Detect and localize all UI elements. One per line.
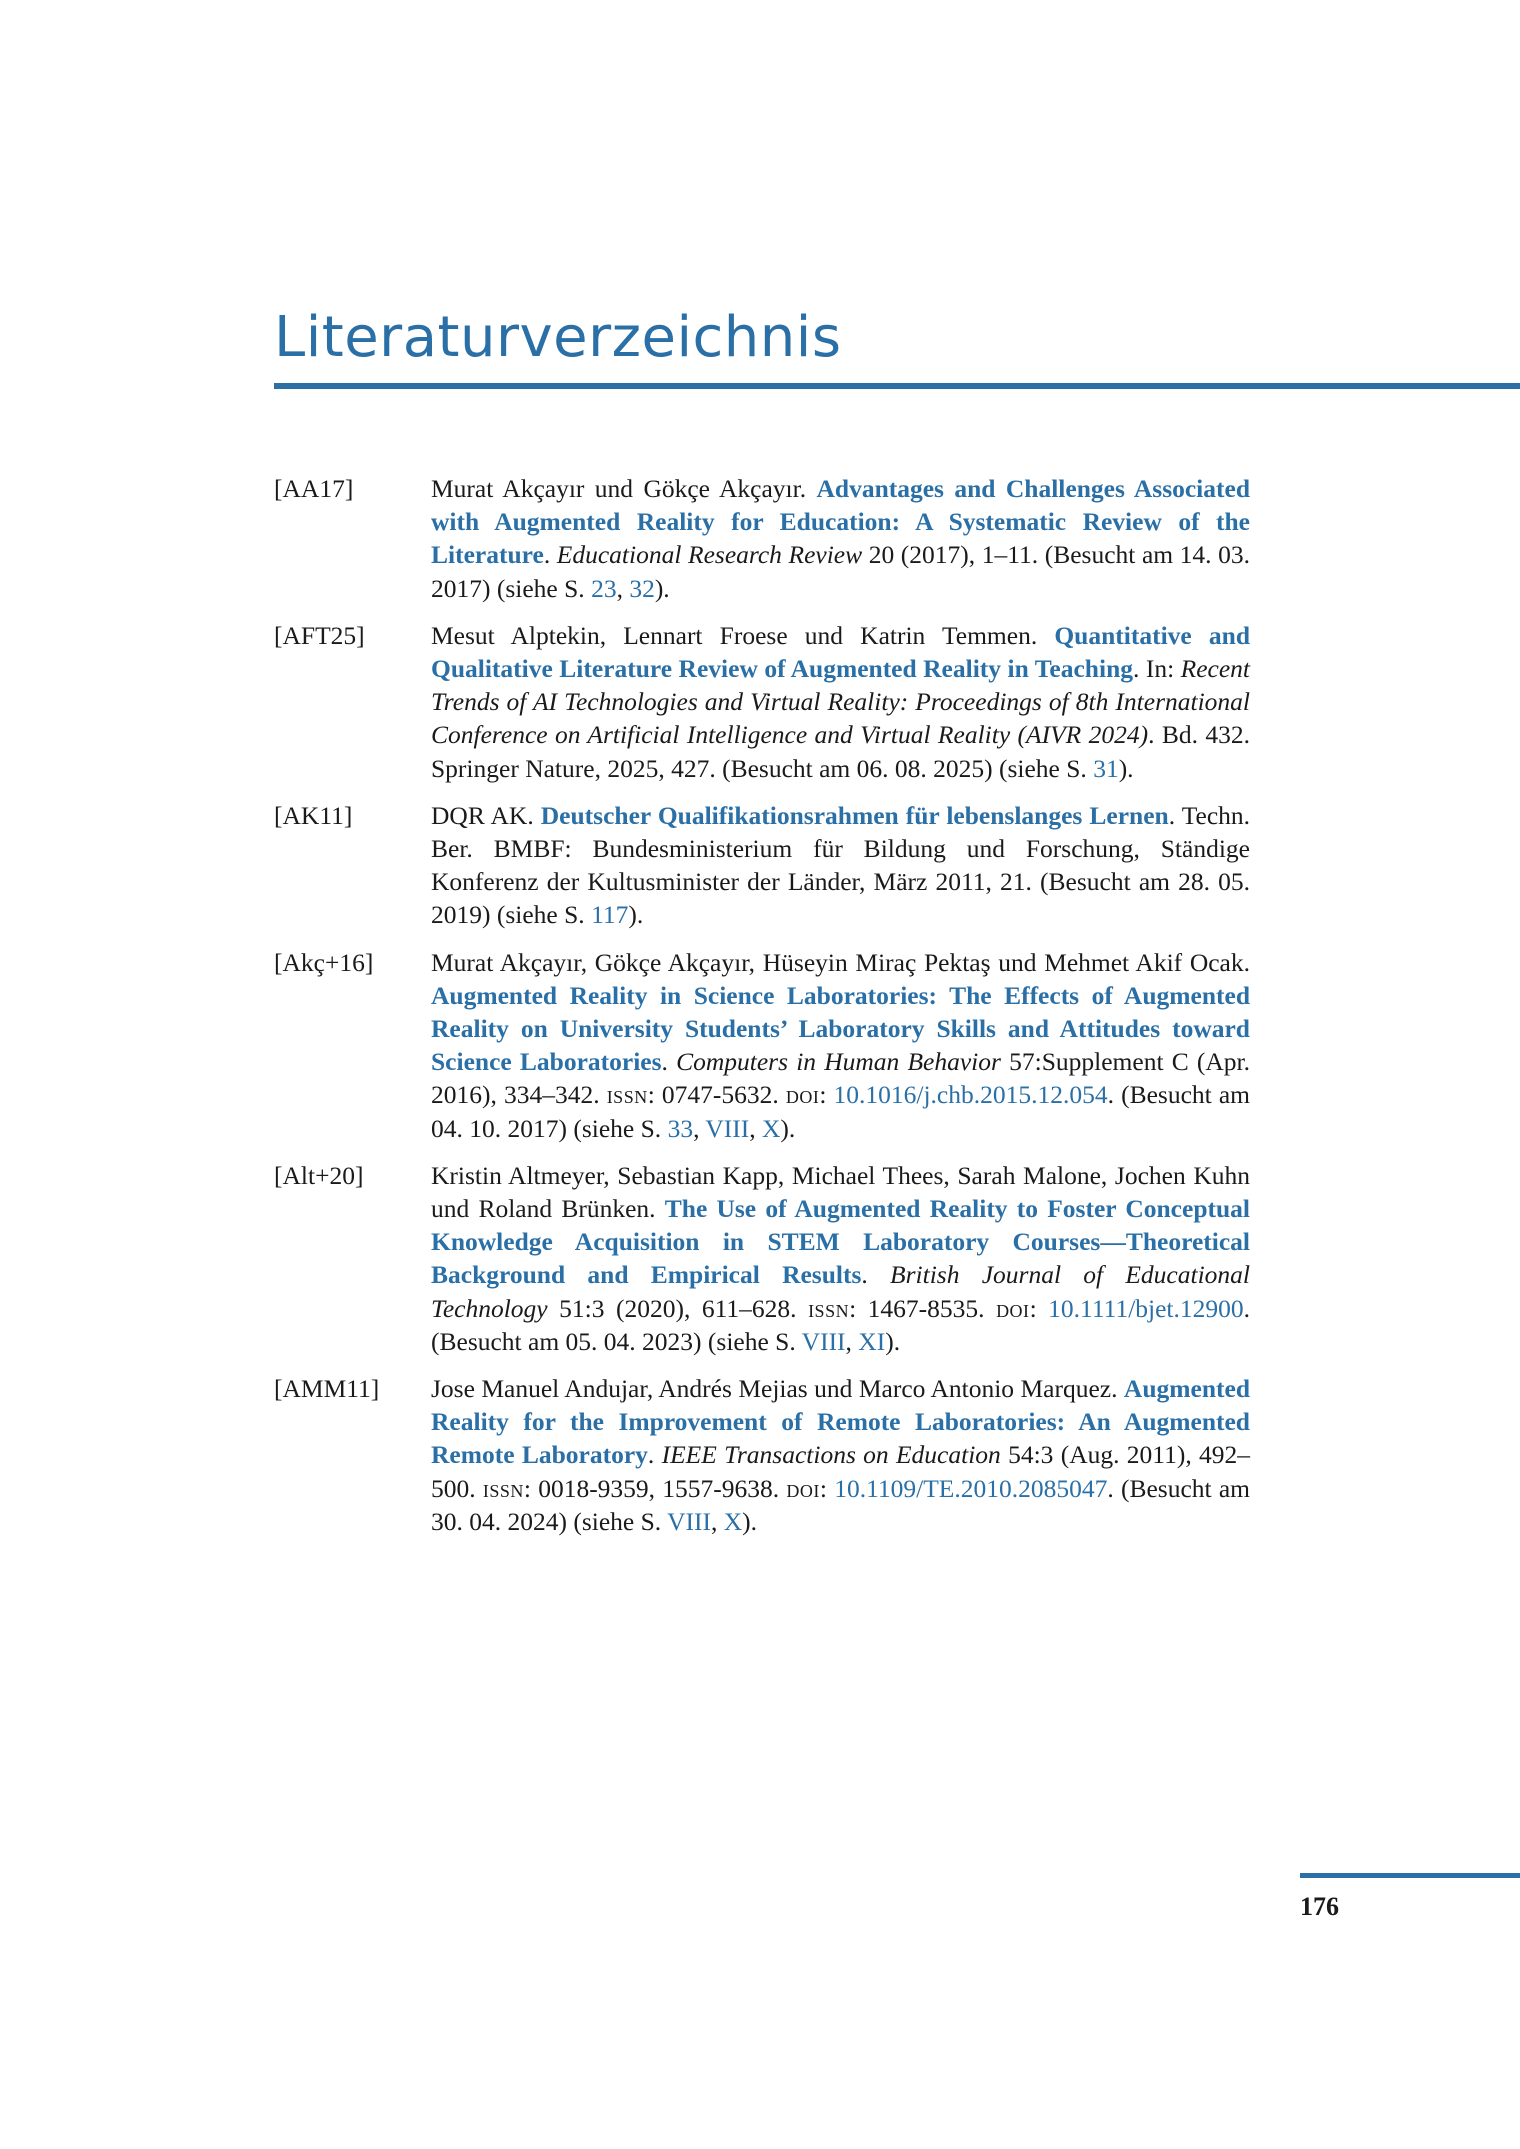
page-ref-link[interactable]: VIII: [801, 1326, 846, 1356]
entry-authors: Kristin Altmeyer, Sebastian Kapp, Michael Thees, Sarah Malone, Jochen Kuhn und Roland Brünken.: [431, 1160, 1250, 1224]
citation-key: [AK11]: [274, 800, 353, 830]
entry-details: 20 (2017), 1–11. (Besucht am 14. 03. 2017) (siehe S.: [431, 540, 1250, 603]
entry-text: Kristin Altmeyer, Sebastian Kapp, Michael Thees, Sarah Malone, Jochen Kuhn und Roland Brünken. The Use of Augmented Reality to Foster Conceptual Knowledge Acquisition in STEM Laboratory Courses—Theoretical Background and Empirical Results. British Journal of Educational Technology 51:3 (2020), 611–628. issn: 1467-8535. doi: 10.1111​/bjet.12900. (Besucht am 05. 04. 2023) (siehe S. VIII, XI).: [431, 1160, 1251, 1356]
entry-issn: 1467-8535.: [867, 1293, 985, 1323]
entry-title-link[interactable]: Augmented Reality for the Improvement of Remote Laboratories: An Augmented Remote Laboratory: [431, 1374, 1251, 1470]
entry-volume: 54:3 (Aug. 2011), 492–500.: [431, 1440, 1250, 1503]
page-ref-link[interactable]: XI: [858, 1326, 886, 1356]
entry-issn: 0018-9359, 1557-9638.: [538, 1473, 780, 1503]
doi-label: doi: [785, 1080, 820, 1110]
bib-entry: [274, 1372, 1250, 1538]
page-ref-link[interactable]: 32: [629, 573, 655, 603]
bibliography-list: [274, 472, 1250, 1552]
page-ref-link[interactable]: X: [762, 1113, 781, 1143]
entry-text: DQR AK. Deutscher Qualifikationsrahmen für lebenslanges Lernen. Techn. Ber. BMBF: Bundesministerium für Bildung und Forschung, Ständige Konferenz der Kultusminister der Länder, März 2011, 21. (Besucht am 28. 05. 2019) (siehe S. 117).: [431, 800, 1251, 930]
issn-label: issn: [808, 1293, 850, 1323]
entry-text: Mesut Alptekin, Lennart Froese und Katrin Temmen. Quantitative and Qualitative Literature Review of Augmented Reality in Teaching. In: Recent Trends of AI Technologies and Virtual Reality: Proceedings of 8th International Conference on Artificial Intelligence and Virtual Reality (AIVR 2024). Bd. 432. Springer Nature, 2025, 427. (Besucht am 06. 08. 2025) (siehe S. 31).: [431, 620, 1251, 783]
citation-key: [AFT25]: [274, 620, 365, 650]
page-ref-link[interactable]: 31: [1093, 753, 1119, 783]
entry-visited: (Besucht am 04. 10. 2017) (siehe S.: [431, 1080, 1250, 1143]
entry-text: Jose Manuel Andujar, Andrés Mejias und Marco Antonio Marquez. Augmented Reality for the Improvement of Remote Laboratories: An Augmented Remote Laboratory. IEEE Transactions on Education 54:3 (Aug. 2011), 492–500. issn: 0018-9359, 1557-9638. doi: 10.1109/TE.2010.20​85047. (Besucht am 30. 04. 2024) (siehe S. VIII, X).: [431, 1374, 1251, 1536]
entry-visited: (Besucht am 30. 04. 2024) (siehe S.: [431, 1473, 1251, 1536]
page-ref-link[interactable]: X: [723, 1506, 743, 1536]
entry-text: Murat Akçayır und Gökçe Akçayır. Advantages and Challenges Associated with Augmented Reality for Education: A Systematic Review of the Literature. Educational Research Review 20 (2017), 1–11. (Besucht am 14. 03. 2017) (siehe S. 23, 32).: [431, 474, 1251, 603]
entry-authors: Murat Akçayır, Gökçe Akçayır, Hüseyin Miraç Pektaş und Mehmet Akif Ocak.: [431, 947, 1250, 977]
citation-key: [AMM11]: [274, 1374, 380, 1404]
entry-text: Murat Akçayır, Gökçe Akçayır, Hüseyin Miraç Pektaş und Mehmet Akif Ocak. Augmented Reality in Science Laboratories: The Effects of Augmented Reality on University Students’ Laboratory Skills and Attitudes toward Science Laboratories. Computers in Human Behavior 57:Supplement C (Apr. 2016), 334–342. issn: 0747-5632. doi: 10.1016/j.chb​.2015.12.054. (Besucht am 04. 10. 2017) (siehe S. 33, VIII, X).: [431, 947, 1251, 1143]
entry-venue: British Journal of Educational Technology: [431, 1260, 1251, 1323]
page-heading: Literaturverzeichnis: [274, 305, 842, 370]
doi-link[interactable]: 10.1109/TE.2010.20​85047: [834, 1473, 1108, 1503]
bib-entry: [274, 946, 1250, 1145]
entry-title-link[interactable]: The Use of Augmented Reality to Foster Conceptual Knowledge Acquisition in STEM Laboratory Courses—Theoretical Background and Empirical Results: [431, 1194, 1251, 1290]
entry-details: Techn. Ber. BMBF: Bundesministerium für Bildung und Forschung, Ständige Konferenz der Kultusminister der Länder, März 2011, 21. (Besucht am 28. 05. 2019) (siehe S.: [431, 800, 1251, 930]
entry-title-link[interactable]: Deutscher Qualifikationsrahmen für lebenslanges Lernen: [540, 800, 1169, 830]
entry-venue: Computers in Human Behavior: [676, 1047, 1001, 1077]
footer-rule: [1300, 1873, 1520, 1878]
entry-title-link[interactable]: Quantitative and Qualitative Literature Review of Augmented Reality in Teaching: [431, 620, 1251, 684]
heading-rule: [274, 383, 1520, 389]
page-number: 176: [1300, 1892, 1339, 1921]
citation-key: [AA17]: [274, 474, 354, 503]
page-ref-link[interactable]: 23: [591, 573, 617, 603]
bib-entry: [274, 799, 1250, 932]
bib-entry: [274, 472, 1250, 605]
entry-visited: (Besucht am 05. 04. 2023) (siehe S.: [431, 1326, 796, 1356]
page-ref-link[interactable]: 117: [591, 900, 629, 930]
entry-issn: 0747-5632.: [661, 1080, 779, 1110]
entry-title-link[interactable]: Augmented Reality in Science Laboratories: The Effects of Augmented Reality on University Students’ Laboratory Skills and Attitudes toward Science Laboratories: [431, 980, 1250, 1077]
entry-authors: Murat Akçayır und Gökçe Akçayır.: [431, 474, 807, 503]
entry-title-link[interactable]: Advantages and Challenges Associated with Augmented Reality for Education: A Systematic Review of the Literature: [431, 474, 1251, 570]
doi-link[interactable]: 10.1016/j.chb​.2015.12.054: [833, 1080, 1108, 1110]
page-ref-link[interactable]: VIII: [705, 1113, 750, 1143]
issn-label: issn: [482, 1473, 524, 1503]
issn-label: issn: [606, 1080, 648, 1110]
bib-entry: [274, 619, 1250, 785]
entry-authors: Mesut Alptekin, Lennart Froese und Katrin Temmen.: [431, 620, 1038, 650]
citation-key: [Alt+20]: [274, 1160, 364, 1190]
doi-link[interactable]: 10.1111​/bjet.12900: [1048, 1293, 1244, 1323]
page-ref-link[interactable]: VIII: [667, 1506, 711, 1536]
doi-label: doi: [996, 1293, 1030, 1323]
entry-venue: Recent Trends of AI Technologies and Virtual Reality: Proceedings of 8th International Conference on Artificial Intelligence and Virtual Reality (AIVR 2024): [431, 654, 1251, 750]
citation-key: [Akç+16]: [274, 947, 374, 977]
entry-volume: 51:3 (2020), 611–628.: [559, 1293, 797, 1323]
entry-details: Bd. 432. Springer Nature, 2025, 427. (Besucht am 06. 08. 2025) (siehe S.: [431, 720, 1250, 783]
entry-venue: Educational Research Review: [556, 540, 863, 570]
page-ref-link[interactable]: 33: [667, 1113, 694, 1143]
bib-entry: [274, 1159, 1250, 1358]
entry-volume: 57:Supplement C (Apr. 2016), 334–342.: [431, 1047, 1251, 1110]
entry-authors: Jose Manuel Andujar, Andrés Mejias und Marco Antonio Marquez.: [431, 1374, 1118, 1404]
entry-in-label: In:: [1145, 654, 1175, 684]
entry-authors: DQR AK.: [431, 800, 534, 830]
doi-label: doi: [786, 1473, 820, 1503]
entry-venue: IEEE Transactions on Education: [661, 1440, 1001, 1470]
